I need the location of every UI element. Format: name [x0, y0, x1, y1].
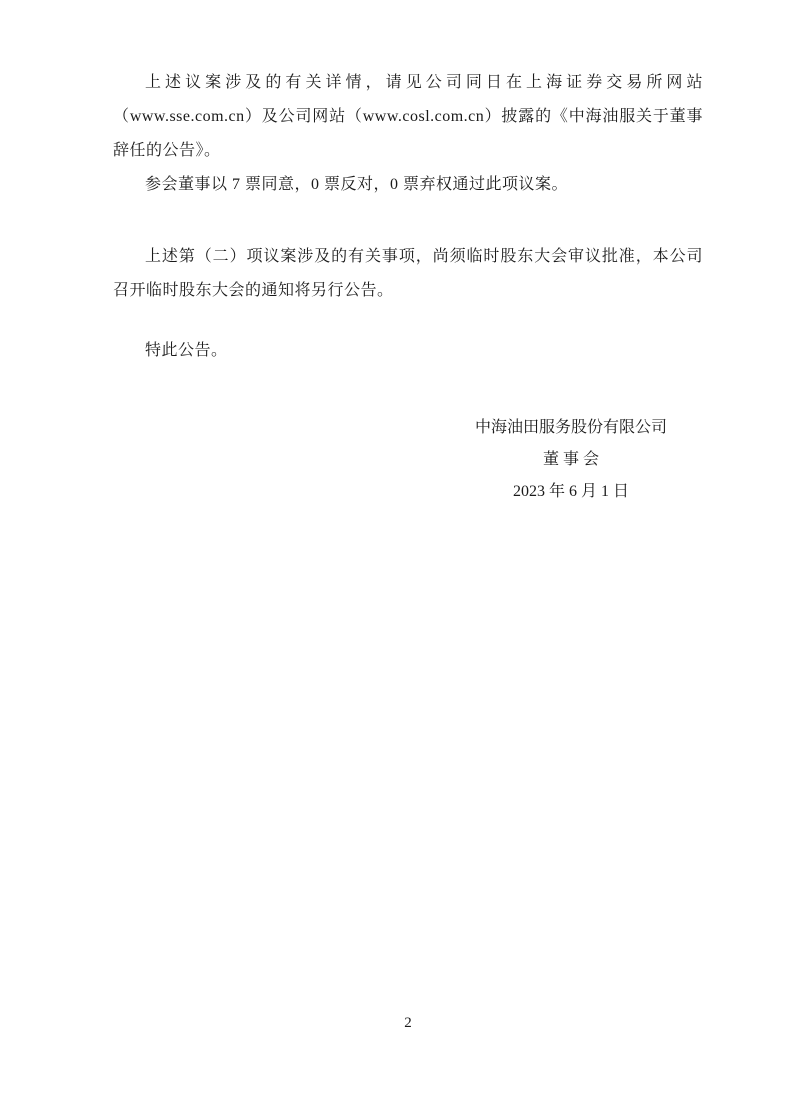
signature-company-name: 中海油田服务股份有限公司 — [474, 419, 667, 436]
document-body — [113, 66, 703, 508]
paragraph-egm-approval: 上述第（二）项议案涉及的有关事项，尚须临时股东大会审议批准，本公司召开临时股东大会的通知将另行公告。 — [113, 248, 703, 299]
signature-wrapper — [113, 412, 703, 508]
paragraph-vote-result: 参会董事以 7 票同意，0 票反对，0 票弃权通过此项议案。 — [145, 176, 569, 193]
signature-block — [475, 412, 667, 508]
paragraph-closing: 特此公告。 — [145, 342, 228, 359]
paragraph-disclosure-details: 上述议案涉及的有关详情，请见公司同日在上海证券交易所网站（www.sse.com.cn）及公司网站（www.cosl.com.cn）披露的《中海油服关于董事辞任的公告》。 — [113, 74, 703, 159]
signature-date: 2023 年 6 月 1 日 — [512, 483, 629, 500]
signature-board-of-directors: 董 事 会 — [542, 451, 599, 468]
page-number: 2 — [404, 1015, 412, 1031]
